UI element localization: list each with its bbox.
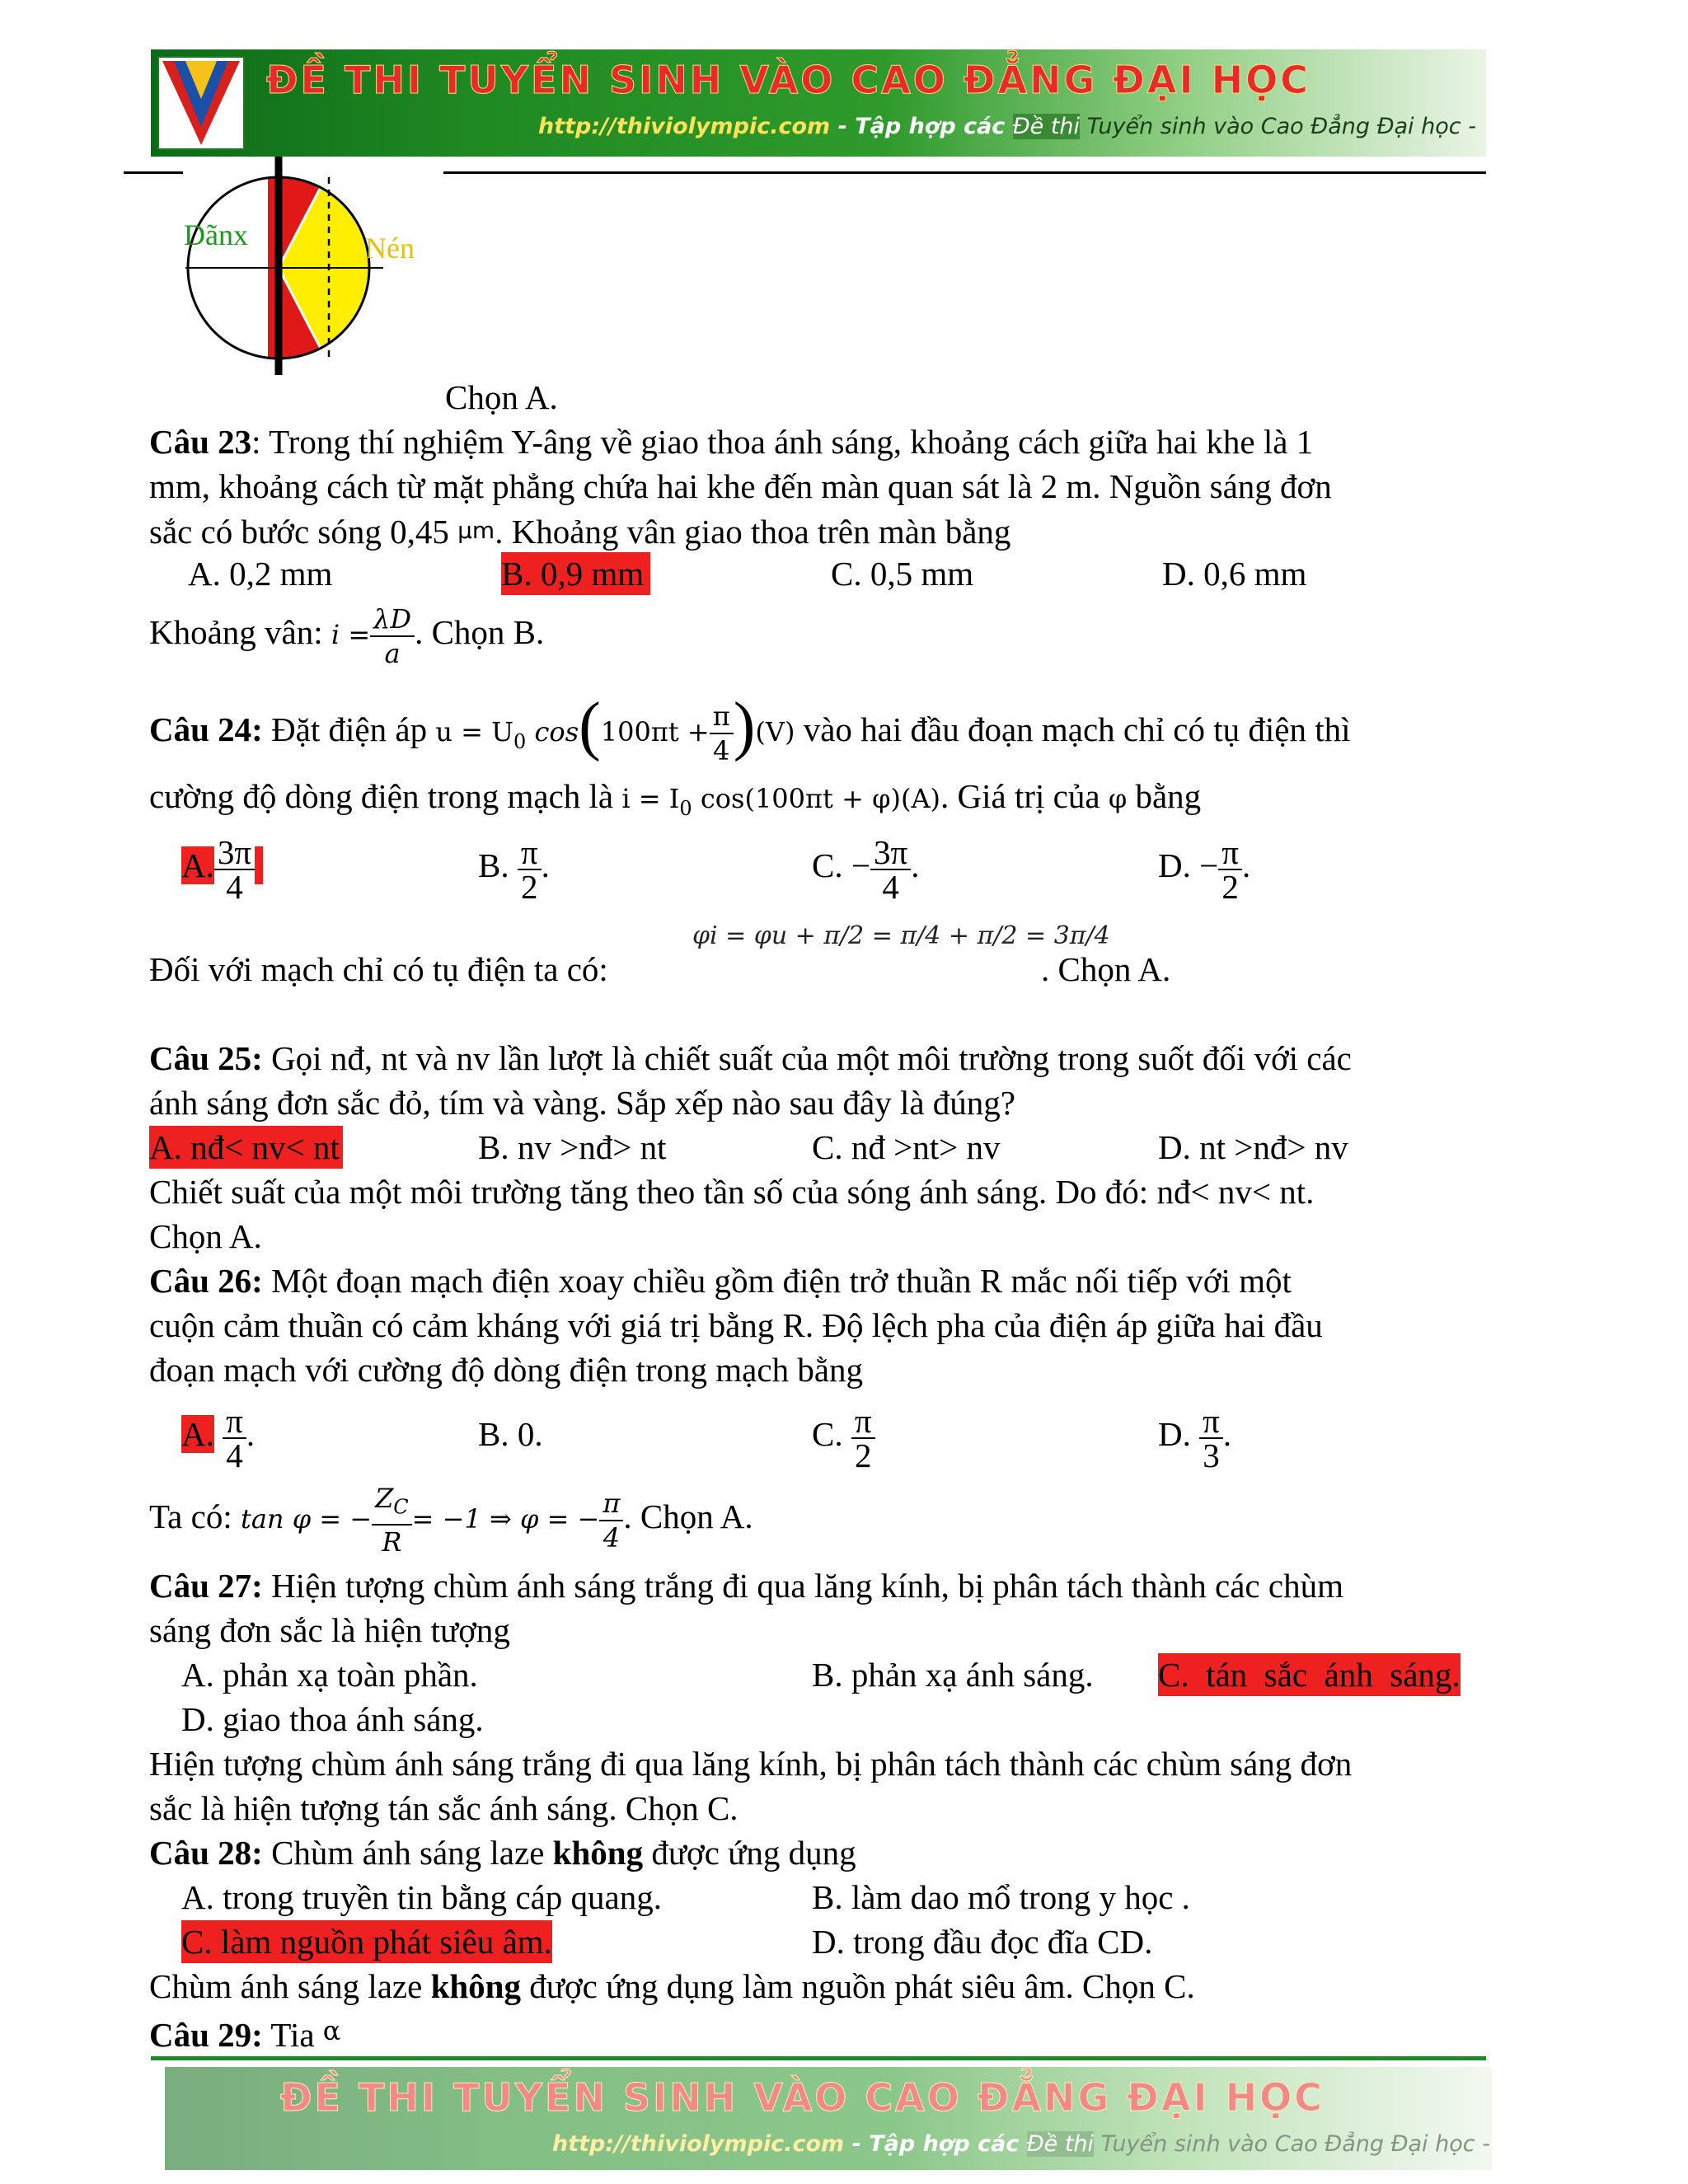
q28-option-c[interactable]: C. làm nguồn phát siêu âm. — [181, 1920, 552, 1963]
banner-title: ĐỀ THI TUYỂN SINH VÀO CAO ĐẲNG ĐẠI HỌC — [266, 58, 1311, 102]
q24-option-a[interactable]: A. $\frac{3\pi}{4}$ — [181, 824, 263, 907]
q23-option-c[interactable]: C. 0,5 mm — [831, 555, 974, 593]
q23-line-2: mm, khoảng cách từ mặt phẳng chứa hai khe đến màn quan sát là 2 m. Nguồn sáng đơn — [149, 467, 1332, 505]
q24-option-c[interactable]: C. − $\frac{3\pi}{4}$ . — [812, 832, 920, 906]
q26-option-a[interactable]: A. $\frac{\pi}{4}$ . — [181, 1401, 256, 1474]
q26-option-d[interactable]: D. $\frac{\pi}{3}$ . — [1158, 1401, 1232, 1474]
q25-option-c[interactable]: C. nđ >nt> nv — [812, 1128, 1001, 1166]
site-url[interactable]: http://thiviolympic.com — [538, 114, 831, 139]
q25-option-a[interactable]: A. nđ< nv< nt — [149, 1126, 343, 1169]
q26-solution: Ta có: tan φ = − $\frac{Z_C}{R}$ = −1 ⇒ φ = − $\frac{\pi}{4}$ . Chọn A. — [149, 1483, 753, 1558]
logo — [157, 56, 245, 150]
q29-line-1: Câu 29: Tia α — [149, 2015, 341, 2054]
q28-option-a[interactable]: A. trong truyền tin bằng cáp quang. — [181, 1878, 662, 1916]
q27-option-b[interactable]: B. phản xạ ánh sáng. — [812, 1656, 1094, 1694]
logo-mark-icon — [157, 56, 245, 150]
phase-circle-diagram — [169, 152, 466, 391]
q24-option-b[interactable]: B. $\frac{\pi}{2}$ . — [478, 832, 550, 906]
footer-banner-subtitle: http://thiviolympic.com - Tập hợp các Đề thi Tuyển sinh vào Cao Đẳng Đại học - — [552, 2131, 1490, 2157]
q24-line-1: Câu 24: Đặt điện áp $u = U_0$ cos(100πt + $\frac{\pi}{4}$ )(V) vào hai đầu đoạn mạch chỉ có tụ điện thì — [149, 690, 1351, 766]
q25-option-d[interactable]: D. nt >nđ> nv — [1158, 1128, 1348, 1166]
q24-option-d[interactable]: D. − $\frac{\pi}{2}$ . — [1158, 832, 1251, 906]
q26-option-c[interactable]: C. $\frac{\pi}{2}$ — [812, 1393, 875, 1475]
header-rule-right — [443, 171, 1486, 174]
q23-line-1: Câu 23: Trong thí nghiệm Y-âng về giao thoa ánh sáng, khoảng cách giữa hai khe là 1 — [149, 423, 1314, 461]
q25-solution-1: Chiết suất của một môi trường tăng theo tần số của sóng ánh sáng. Do đó: nđ< nv< nt. — [149, 1173, 1315, 1211]
header-banner — [151, 49, 1486, 157]
label-stretch: Dãnx — [184, 218, 248, 251]
label-compress: Nén — [365, 232, 415, 265]
q28-solution: Chùm ánh sáng laze không được ứng dụng làm nguồn phát siêu âm. Chọn C. — [149, 1967, 1195, 2005]
q25-line-2: ánh sáng đơn sắc đỏ, tím và vàng. Sắp xếp nào sau đây là đúng? — [149, 1084, 1015, 1122]
q28-line-1: Câu 28: Chùm ánh sáng laze không được ứng dụng — [149, 1834, 856, 1872]
q28-option-d[interactable]: D. trong đầu đọc đĩa CD. — [812, 1923, 1153, 1961]
q23-option-a[interactable]: A. 0,2 mm — [188, 555, 333, 593]
lambda-d-over-a: $\frac{\lambda D}{a}$ — [370, 602, 415, 670]
q23-option-d[interactable]: D. 0,6 mm — [1162, 555, 1307, 593]
q26-line-1: Câu 26: Một đoạn mạch điện xoay chiều gồm điện trở thuần R mắc nối tiếp với một — [149, 1262, 1292, 1300]
q25-line-1: Câu 25: Gọi nđ, nt và nv lần lượt là chiết suất của một môi trường trong suốt đối với các — [149, 1039, 1352, 1077]
q24-line-2: cường độ dòng điện trong mạch là $i = I_0$ cos(100πt + φ)(A). Giá trị của φ bằng — [149, 777, 1202, 821]
q27-line-2: sáng đơn sắc là hiện tượng — [149, 1611, 510, 1649]
q26-option-b[interactable]: B. 0. — [478, 1415, 543, 1453]
q24-solution-formula: φi = φu + π/2 = π/4 + π/2 = 3π/4 — [692, 921, 1110, 950]
q23-option-b[interactable]: B. 0,9 mm — [501, 552, 650, 595]
q24-solution: Đối với mạch chỉ có tụ điện ta có: — [149, 950, 608, 988]
q25-option-b[interactable]: B. nv >nđ> nt — [478, 1128, 667, 1166]
footer-rule — [151, 2056, 1486, 2060]
q27-solution-1: Hiện tượng chùm ánh sáng trắng đi qua lăng kính, bị phân tách thành các chùm sáng đơn — [149, 1745, 1353, 1783]
footer-banner — [165, 2067, 1492, 2170]
q28-option-b[interactable]: B. làm dao mổ trong y học . — [812, 1878, 1190, 1916]
q27-option-c[interactable]: C. tán sắc ánh sáng. — [1158, 1653, 1461, 1696]
q22-answer: Chọn A. — [445, 378, 558, 416]
q26-line-3: đoạn mạch với cường độ dòng điện trong mạch bằng — [149, 1351, 864, 1389]
q24-solution-end: . Chọn A. — [1041, 950, 1171, 988]
q27-option-d[interactable]: D. giao thoa ánh sáng. — [181, 1700, 484, 1738]
q27-option-a[interactable]: A. phản xạ toàn phần. — [181, 1656, 478, 1694]
footer-banner-title: ĐỀ THI TUYỂN SINH VÀO CAO ĐẲNG ĐẠI HỌC — [280, 2075, 1325, 2120]
q27-line-1: Câu 27: Hiện tượng chùm ánh sáng trắng đi qua lăng kính, bị phân tách thành các chùm — [149, 1567, 1343, 1605]
q23-line-3: sắc có bước sóng 0,45 μm. Khoảng vân giao thoa trên màn bằng — [149, 513, 1011, 551]
q26-line-2: cuộn cảm thuần có cảm kháng với giá trị bằng R. Độ lệch pha của điện áp giữa hai đầu — [149, 1306, 1323, 1344]
q25-solution-2: Chọn A. — [149, 1217, 262, 1255]
q27-solution-2: sắc là hiện tượng tán sắc ánh sáng. Chọn C. — [149, 1789, 738, 1827]
q23-solution: Khoảng vân: i = $\frac{\lambda D}{a}$ . Chọn B. — [149, 602, 545, 669]
banner-subtitle: http://thiviolympic.com - Tập hợp các Đề thi Tuyển sinh vào Cao Đẳng Đại học - — [538, 114, 1476, 139]
